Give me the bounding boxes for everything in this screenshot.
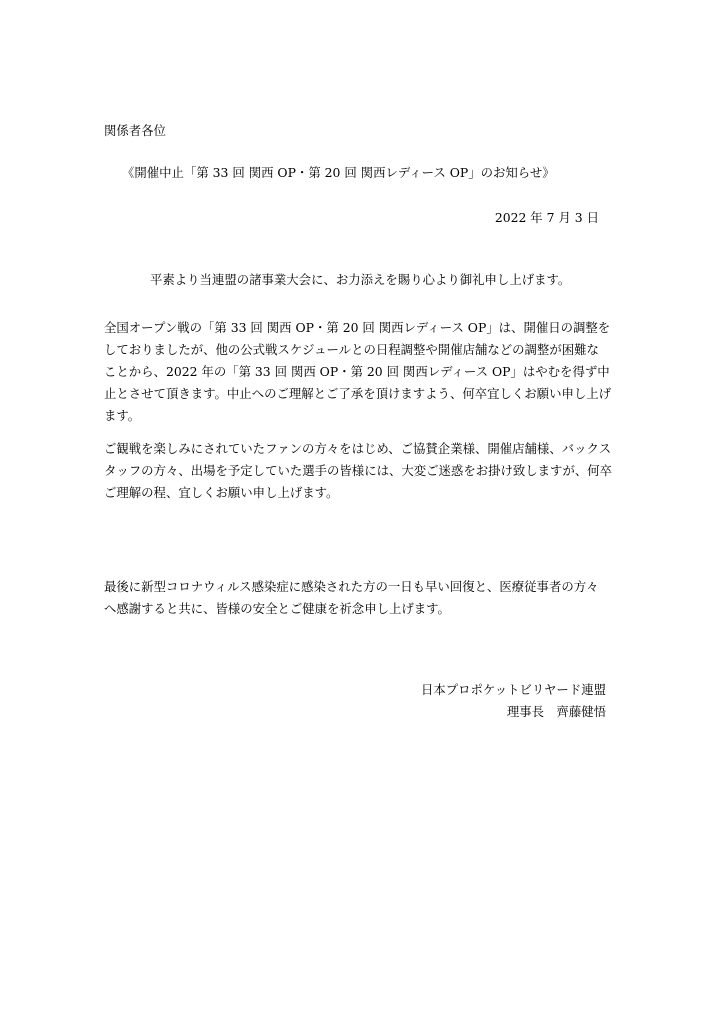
paragraph-line: へ感謝すると共に、皆様の安全とご健康を祈念申し上げます。 xyxy=(104,601,450,616)
greeting: 平素より当連盟の諸事業大会に、お力添えを賜り心より御礼申し上げます。 xyxy=(150,272,571,287)
paragraph-line: 全国オープン戦の「第 33 回 関西 OP・第 20 回 関西レディース OP」は、開催日の調整を xyxy=(104,320,611,335)
signature-name: 理事長 齊藤健悟 xyxy=(506,704,606,719)
paragraph-line: タッフの方々、出場を予定していた選手の皆様には、大変ご迷惑をお掛け致しますが、何卒 xyxy=(104,463,613,478)
paragraph-line: 最後に新型コロナウィルス感染症に感染された方の一日も早い回復と、医療従事者の方々 xyxy=(104,579,599,594)
paragraph-apology xyxy=(104,438,624,504)
document-date: 2022 年 7 月 3 日 xyxy=(494,210,599,225)
paragraph-line: ご理解の程、宜しくお願い申し上げます。 xyxy=(104,485,339,500)
paragraph-line: しておりましたが、他の公式戦スケジュールとの日程調整や開催店舗などの調整が困難な xyxy=(104,342,599,357)
signature-organization: 日本プロポケットビリヤード連盟 xyxy=(421,682,606,697)
document-title: 《開催中止「第 33 回 関西 OP・第 20 回 関西レディース OP」のお知らせ》 xyxy=(122,165,555,180)
addressee: 関係者各位 xyxy=(104,123,166,138)
paragraph-cancellation xyxy=(104,317,624,427)
paragraph-closing xyxy=(104,576,624,620)
paragraph-line: ことから、2022 年の「第 33 回 関西 OP・第 20 回 関西レディース OP」はやむを得ず中 xyxy=(104,364,610,379)
paragraph-line: 止とさせて頂きます。中止へのご理解とご了承を頂けますよう、何卒宜しくお願い申し上げ xyxy=(104,386,612,401)
paragraph-line: ます。 xyxy=(104,408,141,423)
paragraph-line: ご観戦を楽しみにされていたファンの方々をはじめ、ご協賛企業様、開催店舗様、バックス xyxy=(104,441,612,456)
